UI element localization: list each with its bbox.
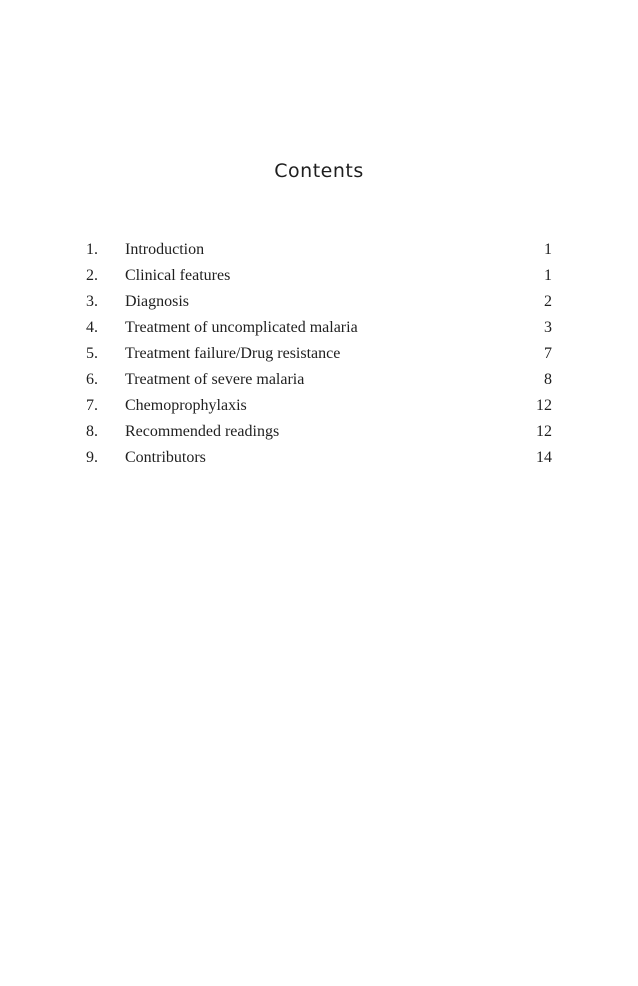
toc-entry[interactable] [86, 370, 552, 396]
toc-entry-title: Introduction [125, 241, 205, 258]
toc-entry[interactable] [86, 240, 552, 266]
toc-entry-title: Diagnosis [125, 293, 189, 310]
toc-entry-page: 14 [536, 449, 552, 466]
toc-entry-number: 9. [86, 449, 98, 466]
toc-entry-title: Chemoprophylaxis [125, 397, 247, 414]
table-of-contents [86, 240, 552, 474]
toc-entry[interactable] [86, 422, 552, 448]
toc-entry-page: 1 [544, 267, 552, 284]
toc-entry-page: 2 [544, 293, 552, 310]
toc-entry-page: 7 [544, 345, 552, 362]
toc-entry-number: 2. [86, 267, 98, 284]
toc-entry-number: 4. [86, 319, 98, 336]
toc-entry-title: Contributors [125, 449, 206, 466]
toc-entry-number: 1. [86, 241, 98, 258]
toc-entry-title: Treatment failure/Drug resistance [125, 345, 341, 362]
toc-entry[interactable] [86, 344, 552, 370]
toc-entry-title: Treatment of uncomplicated malaria [125, 319, 358, 336]
toc-entry-number: 7. [86, 397, 98, 414]
toc-entry-title: Recommended readings [125, 423, 280, 440]
toc-entry[interactable] [86, 396, 552, 422]
toc-entry-number: 6. [86, 371, 98, 388]
page-title: Contents [274, 160, 364, 182]
toc-entry-number: 3. [86, 293, 98, 310]
toc-entry-page: 1 [544, 241, 552, 258]
toc-entry-number: 5. [86, 345, 98, 362]
toc-entry-page: 12 [536, 397, 552, 414]
toc-entry-page: 3 [544, 319, 552, 336]
toc-entry-page: 8 [544, 371, 552, 388]
toc-entry-page: 12 [536, 423, 552, 440]
toc-entry[interactable] [86, 292, 552, 318]
toc-entry[interactable] [86, 318, 552, 344]
toc-entry[interactable] [86, 266, 552, 292]
toc-entry-title: Clinical features [125, 267, 231, 284]
toc-entry-number: 8. [86, 423, 98, 440]
toc-entry[interactable] [86, 448, 552, 474]
toc-entry-title: Treatment of severe malaria [125, 371, 305, 388]
